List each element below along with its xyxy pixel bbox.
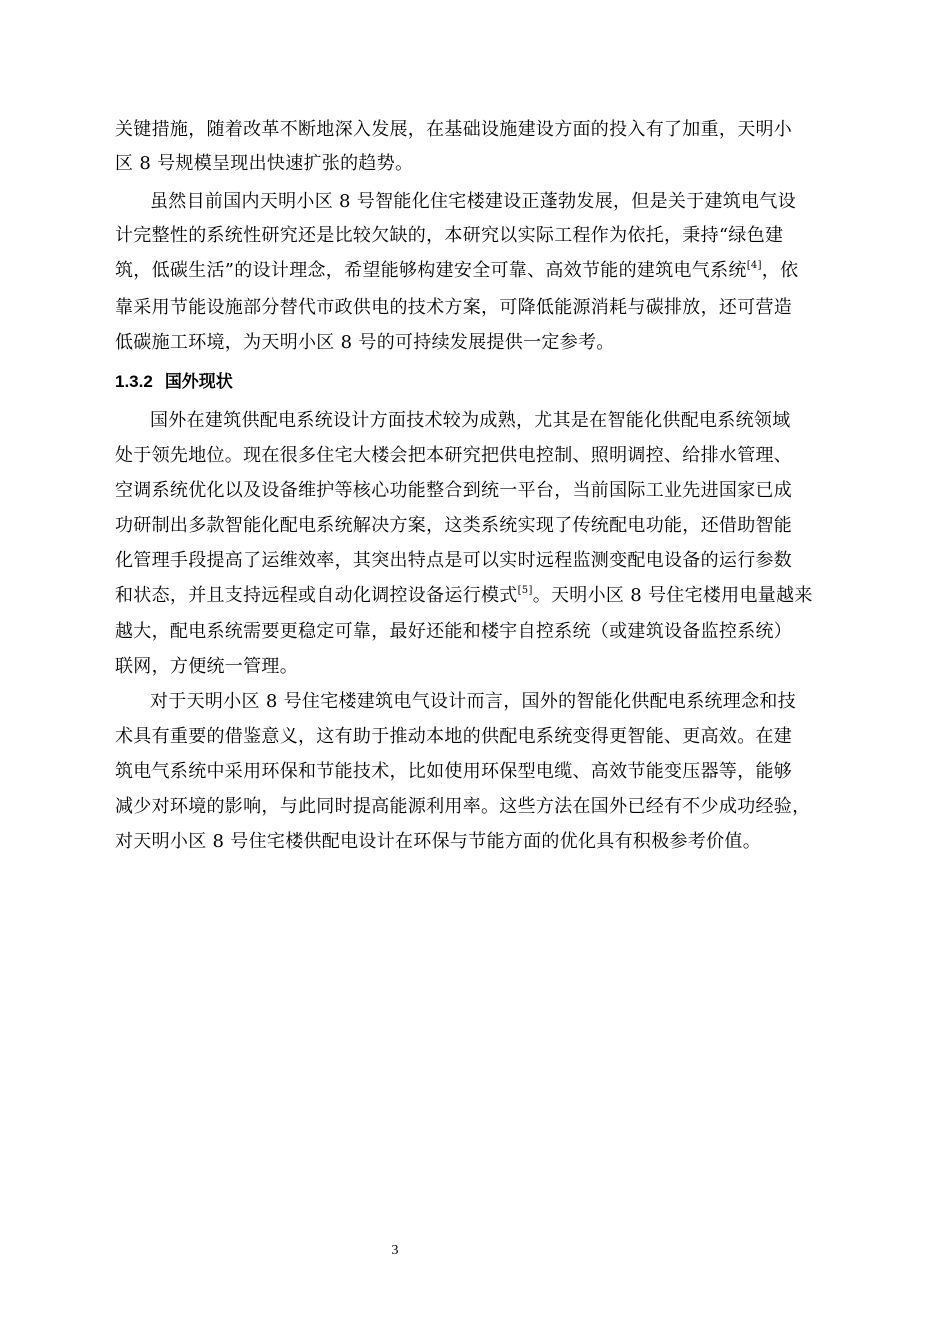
paragraph-2-line-3-tail: ，依 bbox=[761, 260, 799, 281]
section-heading bbox=[115, 370, 233, 394]
page-number: 3 bbox=[391, 1243, 399, 1258]
paragraph-1-line-2: 区 8 号规模呈现出快速扩张的趋势。 bbox=[115, 153, 414, 174]
paragraph-3-line-5: 化管理手段提高了运维效率，其突出特点是可以实时远程监测变配电设备的运行参数 bbox=[115, 550, 793, 571]
paragraph-4-line-4: 减少对环境的影响，与此同时提高能源利用率。这些方法在国外已经有不少成功经验， bbox=[115, 796, 811, 817]
paragraph-4-line-2: 术具有重要的借鉴意义，这有助于推动本地的供配电系统变得更智能、更高效。在建 bbox=[115, 726, 793, 747]
paragraph-3-line-1: 国外在建筑供配电系统设计方面技术较为成熟，尤其是在智能化供配电系统领域 bbox=[150, 410, 791, 431]
paragraph-4-line-3: 筑电气系统中采用环保和节能技术，比如使用环保型电缆、高效节能变压器等，能够 bbox=[115, 761, 793, 782]
paragraph-2-line-4: 靠采用节能设施部分替代市政供电的技术方案，可降低能源消耗与碳排放，还可营造 bbox=[115, 297, 793, 318]
paragraph-3-line-7: 越大，配电系统需要更稳定可靠，最好还能和楼宇自控系统（或建筑设备监控系统） bbox=[115, 621, 793, 642]
paragraph-2-line-2: 计完整性的系统性研究还是比较欠缺的，本研究以实际工程作为依托，秉持“绿色建 bbox=[115, 225, 784, 246]
paragraph-4-line-5: 对天明小区 8 号住宅楼供配电设计在环保与节能方面的优化具有积极参考价值。 bbox=[115, 831, 761, 852]
paragraph-3-line-6-tail: 。天明小区 8 号住宅楼用电量越来 bbox=[532, 585, 813, 606]
paragraph-3-line-3: 空调系统优化以及设备维护等核心功能整合到统一平台，当前国际工业先进国家已成 bbox=[115, 480, 793, 501]
paragraph-3-line-8: 联网，方便统一管理。 bbox=[115, 656, 298, 677]
section-title: 国外现状 bbox=[164, 372, 233, 391]
paragraph-2-line-1: 虽然目前国内天明小区 8 号智能化住宅楼建设正蓬勃发展，但是关于建筑电气设 bbox=[150, 191, 796, 212]
citation-4: [4] bbox=[746, 260, 762, 271]
paragraph-2-line-3 bbox=[115, 259, 798, 283]
paragraph-2-line-5: 低碳施工环境，为天明小区 8 号的可持续发展提供一定参考。 bbox=[115, 332, 615, 353]
paragraph-2-line-3-text: 筑，低碳生活”的设计理念，希望能够构建安全可靠、高效节能的建筑电气系统 bbox=[115, 260, 747, 281]
citation-5: [5] bbox=[517, 585, 533, 596]
paragraph-3-line-4: 功研制出多款智能化配电系统解决方案，这类系统实现了传统配电功能，还借助智能 bbox=[115, 515, 793, 536]
paragraph-3-line-2: 处于领先地位。现在很多住宅大楼会把本研究把供电控制、照明调控、给排水管理、 bbox=[115, 445, 793, 466]
paragraph-1-line-1: 关键措施，随着改革不断地深入发展，在基础设施建设方面的投入有了加重，天明小 bbox=[115, 119, 793, 140]
paragraph-4-line-1: 对于天明小区 8 号住宅楼建筑电气设计而言，国外的智能化供配电系统理念和技 bbox=[150, 691, 796, 712]
paragraph-3-line-6-text: 和状态，并且支持远程或自动化调控设备运行模式 bbox=[115, 585, 518, 606]
section-number: 1.3.2 bbox=[115, 372, 153, 391]
paragraph-3-line-6 bbox=[115, 584, 813, 608]
